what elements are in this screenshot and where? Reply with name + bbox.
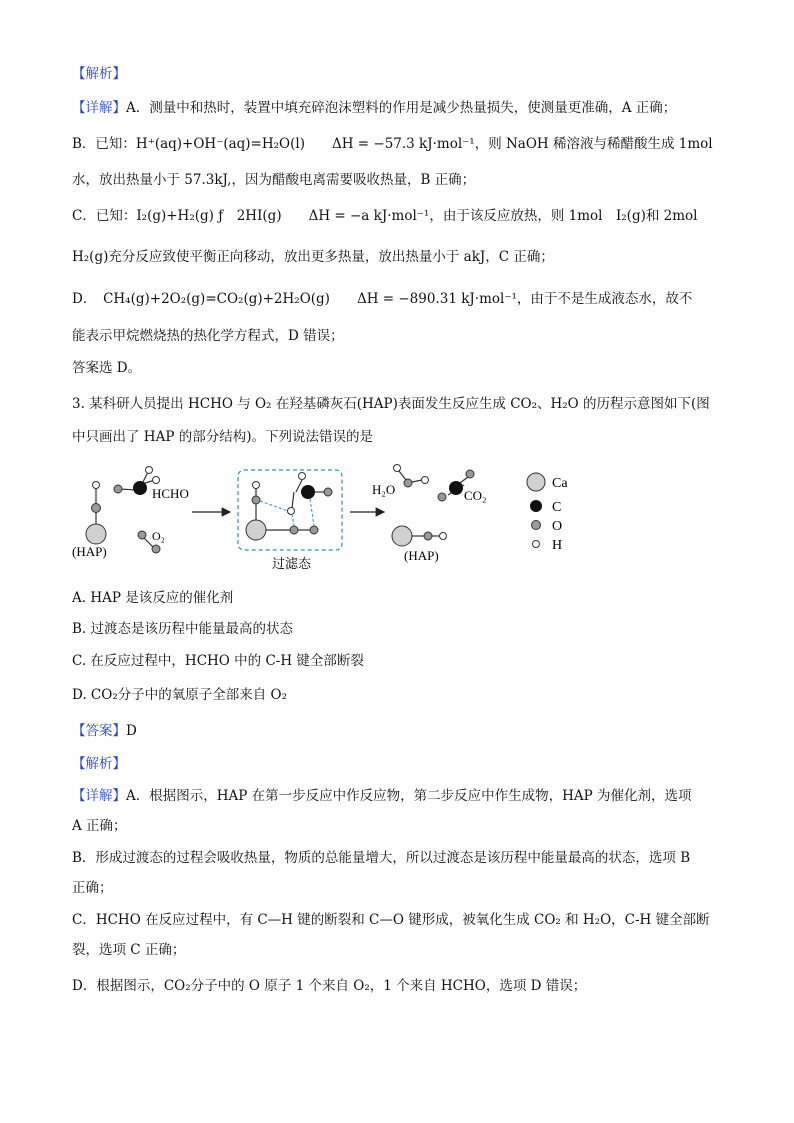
answer-value: D bbox=[126, 723, 137, 739]
hcho-molecule bbox=[114, 467, 189, 502]
detail-label-2: 【详解】 bbox=[72, 788, 126, 804]
analysis-b-line2: 水，放出热量小于 57.3kJ,，因为醋酸电离需要吸收热量，B 正确； bbox=[72, 172, 476, 188]
o2-label: O₂ bbox=[152, 529, 165, 543]
co2-label: CO₂ bbox=[464, 488, 487, 503]
hcho-label: HCHO bbox=[152, 486, 189, 501]
analysis-heading: 【解析】 bbox=[72, 66, 126, 82]
detail-b-line1: B．形成过渡态的过程会吸收热量，物质的总能量增大，所以过渡态是该历程中能量最高的状态，选项 B bbox=[72, 850, 691, 866]
option-c: C. 在反应过程中，HCHO 中的 C-H 键全部断裂 bbox=[72, 653, 364, 669]
legend-ca: Ca bbox=[552, 476, 568, 491]
co2-molecule bbox=[438, 470, 487, 503]
h2o-molecule bbox=[372, 465, 429, 498]
option-d: D. CO₂分子中的氧原子全部来自 O₂ bbox=[72, 687, 288, 703]
legend-o: O bbox=[552, 519, 563, 534]
detail-a-line2: A 正确； bbox=[72, 818, 127, 834]
detail-a-line1: 【详解】A．根据图示，HAP 在第一步反应中作反应物，第二步反应中作生成物，HAP 为催化剂，选项 bbox=[72, 788, 692, 804]
answer-label: 【答案】 bbox=[72, 723, 126, 739]
transition-label: 过滤态 bbox=[272, 556, 312, 571]
hap-label-1: (HAP) bbox=[72, 544, 107, 559]
analysis-b-line1: B．已知：H⁺(aq)+OH⁻(aq)=H₂O(l) ΔH = −57.3 kJ·mol⁻¹，则 NaOH 稀溶液与稀醋酸生成 1mol bbox=[72, 136, 713, 152]
analysis-c-line2: H₂(g)充分反应致使平衡正向移动，放出更多热量，放出热量小于 akJ，C 正确； bbox=[72, 249, 554, 265]
analysis-a: 【详解】A．测量中和热时，装置中填充碎泡沫塑料的作用是减少热量损失，使测量更准确，A 正确； bbox=[72, 100, 677, 116]
o2-molecule bbox=[138, 529, 165, 553]
question-3-stem-line2: 中只画出了 HAP 的部分结构)。下列说法错误的是 bbox=[72, 429, 373, 445]
hap-product bbox=[392, 526, 447, 563]
detail-label: 【详解】 bbox=[72, 100, 126, 116]
detail-c-line2: 裂，选项 C 正确； bbox=[72, 942, 186, 958]
detail-d-line1: D．根据图示，CO₂分子中的 O 原子 1 个来自 O₂，1 个来自 HCHO，选项 D 错误； bbox=[72, 978, 587, 994]
analysis-d-line1: D． CH₄(g)+2O₂(g)=CO₂(g)+2H₂O(g) ΔH = −890.31 kJ·mol⁻¹，由于不是生成液态水，故不 bbox=[72, 291, 693, 307]
question-3-stem-line1: 3. 某科研人员提出 HCHO 与 O₂ 在羟基磷灰石(HAP)表面发生反应生成 CO₂、H₂O 的历程示意图如下(图 bbox=[72, 396, 710, 412]
hap-label-2: (HAP) bbox=[404, 548, 439, 563]
analysis-answer: 答案选 D。 bbox=[72, 360, 142, 376]
option-a: A. HAP 是该反应的催化剂 bbox=[72, 590, 234, 606]
option-b: B. 过渡态是该历程中能量最高的状态 bbox=[72, 621, 294, 637]
legend-c: C bbox=[552, 500, 562, 515]
detail-c-line1: C．HCHO 在反应过程中，有 C—H 键的断裂和 C—O 键形成，被氧化生成 CO₂ 和 H₂O，C-H 键全部断 bbox=[72, 912, 710, 928]
analysis-heading-2: 【解析】 bbox=[72, 756, 126, 772]
analysis-c-line1: C．已知：I₂(g)+H₂(g) ƒ 2HI(g) ΔH = −a kJ·mol⁻¹，由于该反应放热，则 1mol I₂(g)和 2mol bbox=[72, 208, 698, 224]
legend-h: H bbox=[552, 538, 563, 553]
answer-line bbox=[72, 721, 137, 741]
transition-state bbox=[238, 470, 342, 571]
atom-legend bbox=[527, 473, 568, 553]
h2o-label: H₂O bbox=[372, 482, 396, 497]
detail-b-line2: 正确； bbox=[72, 880, 113, 896]
hap-reactant bbox=[72, 482, 107, 560]
analysis-d-line2: 能表示甲烷燃烧热的热化学方程式，D 错误； bbox=[72, 328, 344, 344]
reaction-mechanism-diagram bbox=[60, 452, 600, 582]
